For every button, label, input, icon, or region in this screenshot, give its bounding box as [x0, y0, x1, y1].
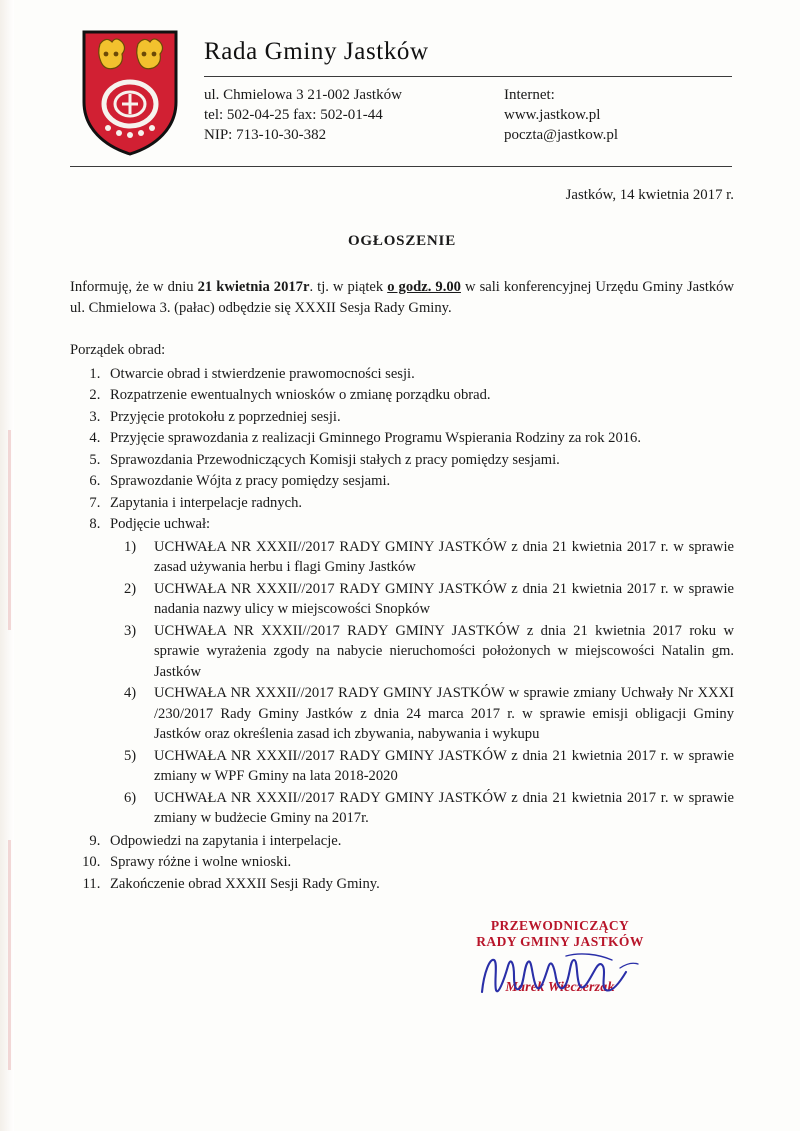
place-and-date: Jastków, 14 kwietnia 2017 r.	[565, 187, 734, 203]
contact-internet-column	[504, 85, 732, 145]
contact-block	[204, 85, 732, 145]
scan-artifact-line	[8, 840, 11, 1070]
agenda-item: 2. Rozpatrzenie ewentualnych wniosków o zmianę porządku obrad.	[104, 385, 734, 406]
website-line: www.jastkow.pl	[504, 107, 601, 123]
signature-title-line1: PRZEWODNICZĄCY	[490, 918, 630, 933]
resolution-item: UCHWAŁA NR XXXII//2017 RADY GMINY JASTKÓW z dnia 21 kwietnia 2017 r. w sprawie nadania nazwy ulicy w miejscowości Snopków	[154, 580, 734, 617]
agenda-item-label: Podjęcie uchwał:	[110, 516, 211, 532]
contact-address-column	[204, 85, 504, 145]
scan-edge-artifact	[0, 0, 14, 1131]
announcement-intro	[70, 277, 734, 319]
resolution-item: UCHWAŁA NR XXXII//2017 RADY GMINY JASTKÓW w sprawie zmiany Uchwały Nr XXXI /230/2017 Rady Gminy Jastków z dnia 24 marca 2017 r. w sprawie emisji obligacji Gminy Jastków oraz określenia zasad ich zbywania, nabywania i wykupu	[154, 685, 734, 742]
handwritten-signature-icon	[470, 946, 650, 1004]
resolution-item: UCHWAŁA NR XXXII//2017 RADY GMINY JASTKÓW z dnia 21 kwietnia 2017 r. w sprawie zasad używania herbu i flagi Gminy Jastków	[154, 538, 734, 575]
internet-label: Internet:	[504, 87, 555, 103]
intro-text-3: w sali konferencyjnej Urzędu Gminy Jastków ul. Chmielowa 3. (pałac) odbędzie się XXXII Sesja Rady Gminy.	[70, 279, 735, 316]
agenda-item: 9. Odpowiedzi na zapytania i interpelacje.	[104, 831, 734, 852]
agenda-item: 4. Przyjęcie sprawozdania z realizacji Gminnego Programu Wspierania Rodziny za rok 2016.	[104, 428, 734, 449]
signature-title-line2: RADY GMINY JASTKÓW	[476, 934, 644, 949]
letterhead	[70, 24, 732, 156]
agenda-item: 7. Zapytania i interpelacje radnych.	[104, 493, 734, 514]
header-divider	[204, 76, 732, 77]
resolution-item: UCHWAŁA NR XXXII//2017 RADY GMINY JASTKÓW z dnia 21 kwietnia 2017 r. w sprawie zmiany w WPF Gminy na lata 2018-2020	[154, 747, 734, 784]
agenda-item: 3. Przyjęcie protokołu z poprzedniej sesji.	[104, 407, 734, 428]
agenda-item: 10. Sprawy różne i wolne wnioski.	[104, 852, 734, 873]
phone-line: tel: 502-04-25 fax: 502-01-44	[204, 107, 383, 123]
page-title: OGŁOSZENIE	[347, 232, 457, 249]
header-bottom-rule	[70, 166, 732, 167]
nip-line: NIP: 713-10-30-382	[204, 127, 327, 143]
agenda-item: 11. Zakończenie obrad XXXII Sesji Rady Gminy.	[104, 874, 734, 895]
agenda-item-resolutions	[104, 514, 734, 829]
intro-time: o godz. 9.00	[387, 279, 461, 295]
scan-artifact-line	[8, 430, 11, 630]
intro-date: 21 kwietnia 2017r	[197, 279, 310, 295]
signature-name: Marek Wieczerzak	[505, 980, 615, 995]
address-line: ul. Chmielowa 3 21-002 Jastków	[204, 87, 402, 103]
organization-title: Rada Gminy Jastków	[204, 38, 429, 65]
agenda-item: 5. Sprawozdania Przewodniczących Komisji stałych z pracy pomiędzy sesjami.	[104, 450, 734, 471]
intro-text-2: . tj. w piątek	[309, 279, 388, 295]
coat-of-arms-icon	[78, 28, 182, 156]
resolution-item: UCHWAŁA NR XXXII//2017 RADY GMINY JASTKÓW z dnia 21 kwietnia 2017 r. w sprawie zmiany w budżecie Gminy na 2017r.	[154, 789, 734, 826]
agenda-item: 6. Sprawozdanie Wójta z pracy pomiędzy sesjami.	[104, 471, 734, 492]
agenda-list	[70, 364, 734, 895]
crest-container	[70, 24, 190, 156]
agenda-item: 1. Otwarcie obrad i stwierdzenie prawomocności sesji.	[104, 364, 734, 385]
letterhead-text	[190, 24, 732, 145]
agenda-label: Porządek obrad:	[70, 342, 166, 358]
resolution-item: UCHWAŁA NR XXXII//2017 RADY GMINY JASTKÓW z dnia 21 kwietnia 2017 roku w sprawie wyrażenia zgody na nabycie nieruchomości położonych w miejscowości Natalin gm. Jastków	[154, 622, 734, 680]
document-body	[70, 182, 734, 895]
email-line: poczta@jastkow.pl	[504, 127, 619, 143]
resolutions-list	[110, 537, 734, 829]
intro-text-1: Informuję, że w dniu	[70, 279, 198, 295]
